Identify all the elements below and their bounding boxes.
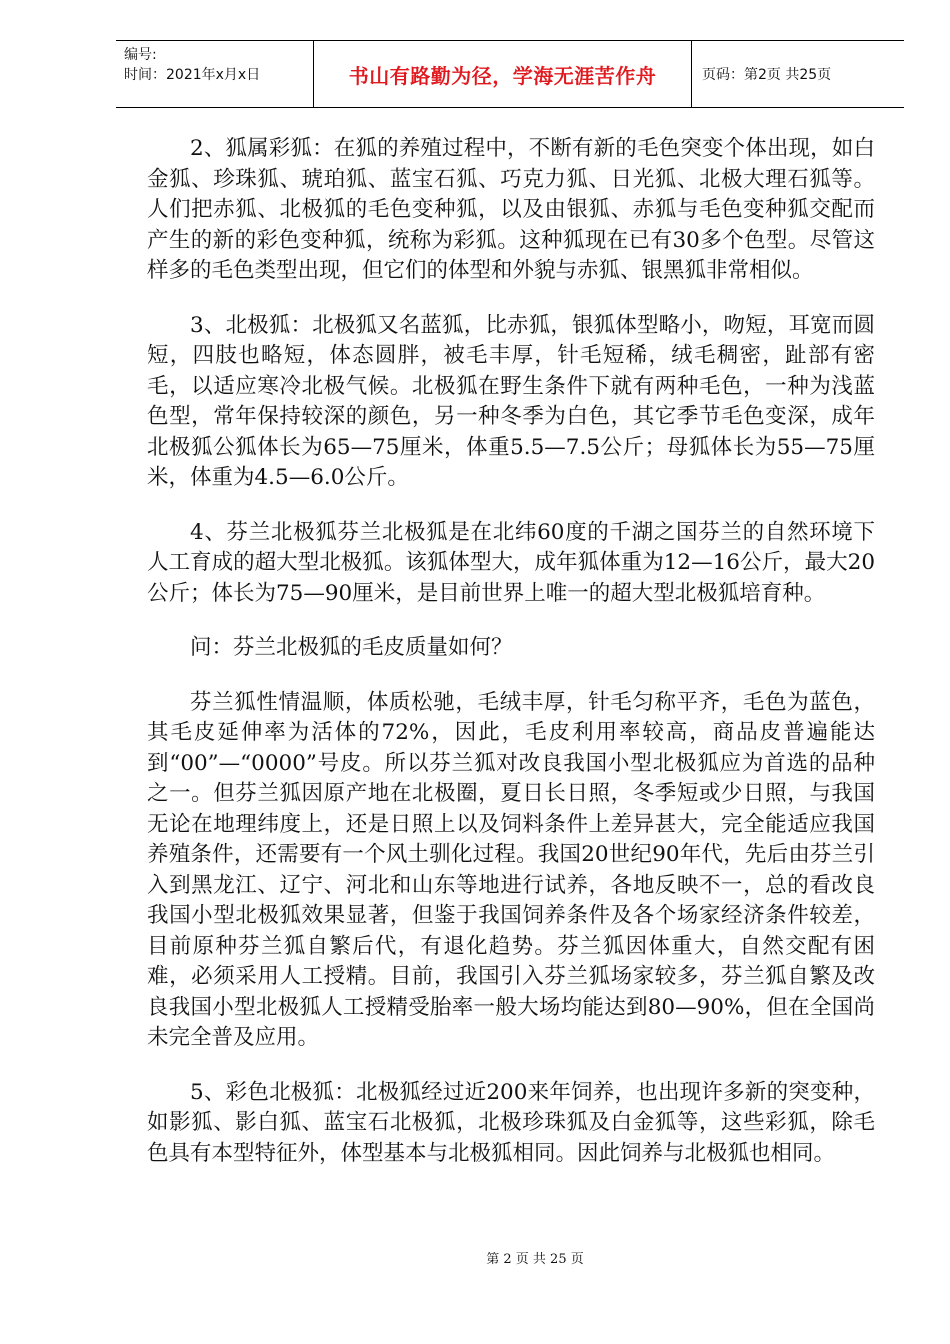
paragraph-question: 问：芬兰北极狐的毛皮质量如何？ xyxy=(190,635,513,660)
document-time-label: 时间：2021年x月x日 xyxy=(124,67,261,83)
header-motto: 书山有路勤为径，学海无涯苦作舟 xyxy=(314,41,692,107)
paragraph-colored-arctic-fox: 5、彩色北极狐：北极狐经过近200来年饲养，也出现许多新的突变种，如影狐、影白狐、蓝宝石北极狐，北极珍珠狐及白金狐等，这些彩狐，除毛色具有本型特征外，体型基本与北极狐相同。因此饲养与北极狐也相同。 xyxy=(147,1079,875,1166)
document-number-label: 编号: xyxy=(124,47,157,63)
page-header xyxy=(116,40,904,108)
paragraph-answer: 芬兰狐性情温顺，体质松驰，毛绒丰厚，针毛匀称平齐，毛色为蓝色，其毛皮延伸率为活体的72%，因此，毛皮利用率较高，商品皮普遍能达到“00”—“0000”号皮。所以芬兰狐对改良我国小型北极狐应为首选的品种之一。但芬兰狐因原产地在北极圈，夏日长日照，冬季短或少日照，与我国无论在地理纬度上，还是日照上以及饲料条件上差异甚大，完全能适应我国养殖条件，还需要有一个风土驯化过程。我国20世纪90年代，先后由芬兰引入到黑龙江、辽宁、河北和山东等地进行试养，各地反映不一，总的看改良我国小型北极狐效果显著，但鉴于我国饲养条件及各个场家经济条件较差，目前原种芬兰狐自繁后代，有退化趋势。芬兰狐因体重大，自然交配有困难，必须采用人工授精。目前，我国引入芬兰狐场家较多，芬兰狐自繁及改良我国小型北极狐人工授精受胎率一般大场均能达到80—90%，但在全国尚未完全普及应用。 xyxy=(147,689,875,1050)
page-footer: 第 2 页 共 25 页 xyxy=(486,1252,584,1267)
header-page-info: 页码：第2页 共25页 xyxy=(702,67,832,83)
paragraph-arctic-fox: 3、北极狐：北极狐又名蓝狐，比赤狐，银狐体型略小，吻短，耳宽而圆短，四肢也略短，体态圆胖，被毛丰厚，针毛短稀，绒毛稠密，趾部有密毛，以适应寒冷北极气候。北极狐在野生条件下就有两种毛色，一种为浅蓝色型，常年保持较深的颜色，另一种冬季为白色，其它季节毛色变深，成年北极狐公狐体长为65—75厘米，体重5.5—7.5公斤；母狐体长为55—75厘米，体重为4.5—6.0公斤。 xyxy=(147,312,875,490)
header-meta xyxy=(116,41,314,107)
paragraph-arctic-color-fox: 2、狐属彩狐：在狐的养殖过程中，不断有新的毛色突变个体出现，如白金狐、珍珠狐、琥珀狐、蓝宝石狐、巧克力狐、日光狐、北极大理石狐等。人们把赤狐、北极狐的毛色变种狐，以及由银狐、赤狐与毛色变种狐交配而产生的新的彩色变种狐，统称为彩狐。这种狐现在已有30多个色型。尽管这样多的毛色类型出现，但它们的体型和外貌与赤狐、银黑狐非常相似。 xyxy=(147,136,875,283)
document-body xyxy=(147,134,875,1193)
paragraph-finnish-arctic-fox: 4、芬兰北极狐芬兰北极狐是在北纬60度的千湖之国芬兰的自然环境下人工育成的超大型北极狐。该狐体型大，成年狐体重为12—16公斤，最大20公斤；体长为75—90厘米，是目前世界上唯一的超大型北极狐培育种。 xyxy=(147,519,875,606)
